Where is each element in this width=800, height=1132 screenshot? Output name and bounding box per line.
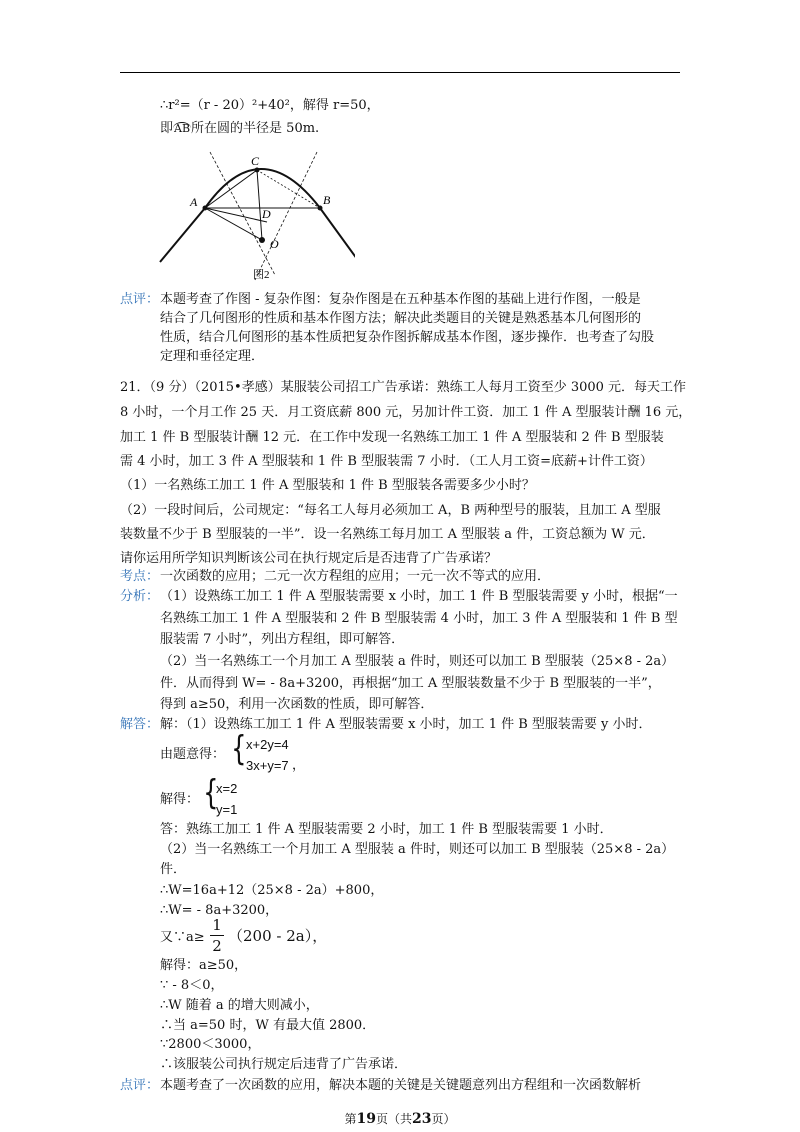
system-1-eq-2: 3x+y=7 [246,758,289,773]
label-c: C [251,154,260,168]
comment-line: 性质，结合几何图形的基本性质把复杂作图拆解成基本作图，逐步操作．也考查了勾股 [160,330,655,345]
part-2-line-1: （2）当一名熟练工一个月加工 A 型服装 a 件时，则还可以加工 B 型服装（25×8 - 2a） [160,842,675,857]
fenxi-line: （1）设熟练工加工 1 件 A 型服装需要 x 小时，加工 1 件 B 型服装需要 y 小时，根据“一 [160,589,678,604]
solution-step: ∵2800＜3000， [160,1037,261,1052]
line-ad [205,208,267,222]
answer-line: 答：熟练工加工 1 件 A 型服装需要 2 小时，加工 1 件 B 型服装需要 1 小时． [160,822,613,837]
label-b: B [323,193,331,207]
line-co [257,170,262,240]
geometry-figure [155,140,355,282]
label-d: D [262,207,271,221]
footer-prefix: 第 [344,1112,357,1126]
point-a [203,206,208,211]
page-total: 23 [412,1111,432,1127]
fenxi-line: 得到 a≥50，利用一次函数的性质，即可解答． [160,697,434,712]
chord-ac [205,170,257,208]
comment-2-label-visible: 点评： [120,1078,160,1093]
w-equation-2: ∴W= - 8a+3200， [160,903,279,918]
comment-line: 结合了几何图形的性质和基本作图方法；解决此类题目的关键是熟悉基本几何图形的 [160,311,642,326]
fenxi-line: 件．从而得到 W= - 8a+3200，再根据“加工 A 型服装数量不少于 B 型服装的一半”， [160,676,661,691]
system-1-brace: { [231,729,247,769]
question-line: 加工 1 件 B 型服装计酬 12 元．在工作中发现一名熟练工加工 1 件 A 型服装和 2 件 B 型服装 [120,430,664,445]
question-line: 21．（9 分）（2015•孝感）某服装公司招工广告承诺：熟练工人每月工资至少 3000 元．每天工作 [120,380,687,395]
system-2-prefix: 解得： [160,792,200,807]
top-line-2 [160,121,319,137]
kaodian-label: 考点： [120,569,160,584]
label-o: O [270,237,279,251]
fenxi-line: 服装需 7 小时”，列出方程组，即可解答． [160,632,405,647]
question-part-1: （1）一名熟练工加工 1 件 A 型服装和 1 件 B 型服装各需要多少小时？ [120,478,535,493]
line-cb [257,170,320,208]
point-c [255,168,260,173]
inequality-prefix: 又∵a≥ [160,930,205,945]
system-1-suffix: ， [292,758,306,773]
question-part-2: （2）一段时间后，公司规定：“每名工人每月必须加工 A，B 两种型号的服装，且加工 A 型服 [120,503,661,518]
page-footer [0,1110,800,1127]
question-line: 需 4 小时，加工 3 件 A 型服装和 1 件 B 型服装需 7 小时．（工人月工资=底薪+计件工资） [120,454,653,469]
part-2-line-2: 件． [160,862,187,877]
question-line: 8 小时，一个月工作 25 天．月工资底薪 800 元，另加计件工资．加工 1 件 A 型服装计酬 16 元， [120,405,692,420]
jieda-line-1: 解：（1）设熟练工加工 1 件 A 型服装需要 x 小时，加工 1 件 B 型服装需要 y 小时． [160,717,652,732]
solution-step: ∴该服装公司执行规定后违背了广告承诺． [160,1057,408,1072]
comment-line: 定理和垂径定理． [160,349,265,364]
figure-caption: 图2 [253,269,270,281]
fraction-denominator: 2 [212,937,222,955]
solution-step: 解得：a≥50， [160,958,248,973]
solution-step: ∴W 随着 a 的增大则减小， [160,998,319,1013]
footer-middle: 页（共 [375,1112,412,1126]
system-2-eq-2: y=1 [216,802,238,817]
w-equation-1: ∴W=16a+12（25×8 - 2a）+800， [160,883,384,898]
solution-step: ∵ - 8＜0， [160,978,224,993]
fenxi-line: 名熟练工加工 1 件 A 型服装和 2 件 B 型服装需 4 小时，加工 3 件 A 型服装和 1 件 B 型 [160,611,678,626]
question-line: 装数量不少于 B 型服装的一半”．设一名熟练工每月加工 A 型服装 a 件，工资总额为 W 元． [120,527,655,542]
fenxi-label: 分析： [120,589,160,604]
fenxi-line: （2）当一名熟练工一个月加工 A 型服装 a 件时，则还可以加工 B 型服装（25×8 - 2a） [160,654,675,669]
footer-suffix: 页） [431,1112,456,1126]
fraction-bar [210,935,224,936]
question-line: 请你运用所学知识判断该公司在执行规定后是否违背了广告承诺？ [120,551,498,566]
top-line-1: ∴r²=（r - 20）²+40²，解得 r=50， [160,98,380,113]
header-rule [120,72,680,73]
label-a: A [190,195,198,209]
comment-line: 本题考查了作图 - 复杂作图：复杂作图是在五种基本作图的基础上进行作图，一般是 [160,292,641,307]
page-number: 19 [356,1111,376,1127]
inequality-suffix: （200 - 2a）， [228,927,328,945]
system-2-eq-1: x=2 [216,781,238,796]
fraction-numerator: 1 [212,916,222,934]
solution-step: ∴当 a=50 时，W 有最大值 2800． [160,1018,376,1033]
arc-ab-symbol: AB [174,122,191,135]
system-1-eq-1: x+2y=4 [246,737,289,752]
point-o [259,237,265,243]
top-line-2-prefix: 即 [160,121,174,136]
comment-2-text: 本题考查了一次函数的应用，解决本题的关键是关键题意列出方程组和一次函数解析 [160,1078,642,1093]
system-2-brace: { [203,773,219,813]
system-1-prefix: 由题意得： [160,747,226,762]
top-line-2-suffix: 所在圆的半径是 50m. [191,121,320,136]
point-b [318,206,323,211]
kaodian-text: 一次函数的应用；二元一次方程组的应用；一元一次不等式的应用． [160,569,551,584]
jieda-label: 解答： [120,717,160,732]
line-ao [205,208,262,240]
comment-label: 点评： [120,292,160,307]
